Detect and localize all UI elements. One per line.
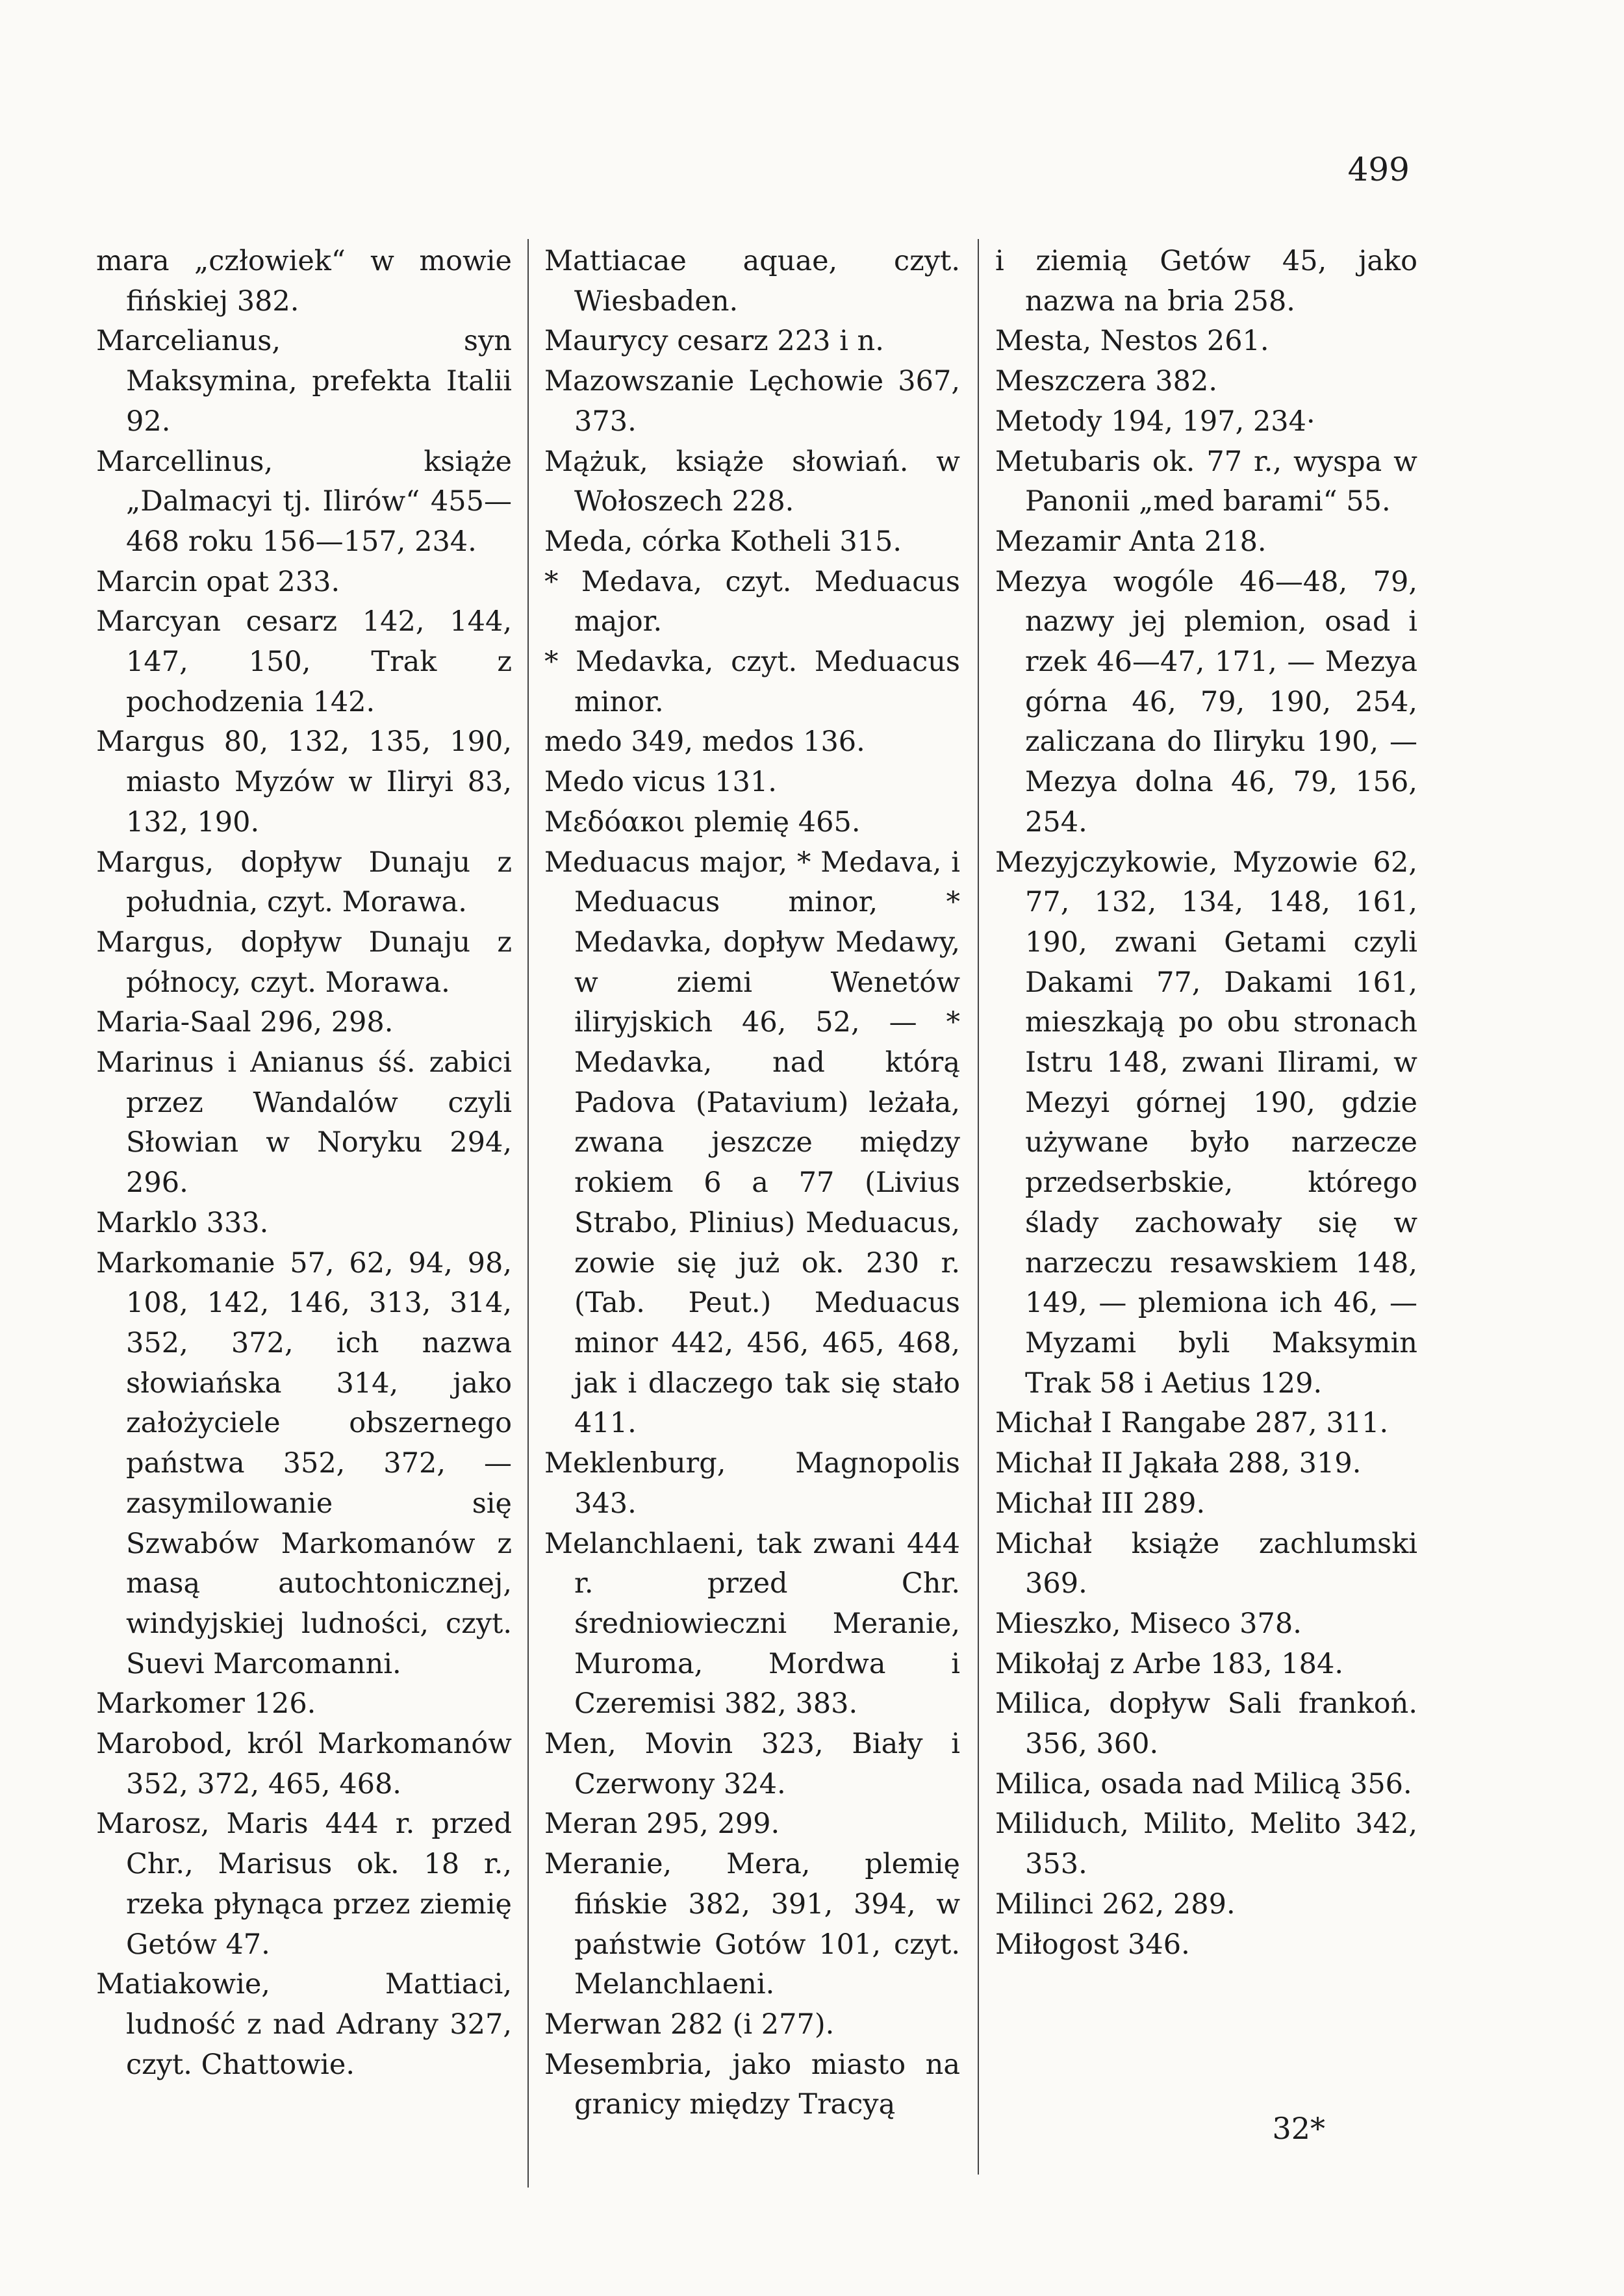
column-divider: [978, 239, 979, 2175]
index-entry: Metody 194, 197, 234·: [995, 405, 1315, 438]
index-entry: Mezamir Anta 218.: [995, 525, 1267, 558]
index-entry: Marcellinus, książe „Dalmacyi tj. Ilirów“ 455—468 roku 156—157, 234.: [96, 445, 512, 558]
index-entry: Miłogost 346.: [995, 1928, 1190, 1961]
index-entry: Mezyjczykowie, Myzowie 62, 77, 132, 134, 148, 161, 190, zwani Getami czyli Dakami 77, Dakami 161, mieszkają po obu stronach Istru 148, zwani Ilirami, w Mezyi górnej 190, gdzie używane było narzecze przedserbskie, którego ślady zachowały się w narzeczu resawskiem 148, 149, — plemiona ich 46, — Myzami byli Maksymin Trak 58 i Aetius 129.: [995, 846, 1417, 1400]
index-entry: Margus, dopływ Dunaju z północy, czyt. Morawa.: [96, 926, 512, 999]
index-entry: Maria-Saal 296, 298.: [96, 1006, 394, 1039]
index-entry: Mesta, Nestos 261.: [995, 325, 1269, 358]
index-entry: Medo vicus 131.: [544, 766, 777, 799]
index-entry: Matiakowie, Mattiaci, ludność z nad Adrany 327, czyt. Chattowie.: [96, 1968, 512, 2081]
index-entry: Markomer 126.: [96, 1687, 316, 1721]
printer-signature: 32*: [1272, 2111, 1325, 2146]
index-entry: Meszczera 382.: [995, 365, 1217, 398]
index-entry: Mążuk, książe słowiań. w Wołoszech 228.: [544, 445, 960, 518]
index-entry: medo 349, medos 136.: [544, 725, 865, 759]
index-entry: Meran 295, 299.: [544, 1808, 780, 1841]
index-entry: Michał II Jąkała 288, 319.: [995, 1447, 1362, 1480]
index-entry: Milica, osada nad Milicą 356.: [995, 1767, 1412, 1800]
index-entry: Marosz, Maris 444 r. przed Chr., Marisus ok. 18 r., rzeka płynąca przez ziemię Getów 47.: [96, 1808, 512, 1961]
index-entry: Melanchlaeni, tak zwani 444 r. przed Chr. średniowieczni Meranie, Muroma, Mordwa i Czeremisi 382, 383.: [544, 1527, 960, 1721]
index-entry: Marklo 333.: [96, 1206, 269, 1239]
index-entry: Michał I Rangabe 287, 311.: [995, 1407, 1389, 1440]
index-entry: Milica, dopływ Sali frankoń. 356, 360.: [995, 1687, 1417, 1761]
index-entry: * Medava, czyt. Meduacus major.: [544, 565, 960, 638]
index-entry: Maurycy cesarz 223 i n.: [544, 325, 884, 358]
index-entry: Meranie, Mera, plemię fińskie 382, 391, 394, w państwie Gotów 101, czyt. Melanchlaeni.: [544, 1848, 960, 2001]
index-entry: Meda, córka Kotheli 315.: [544, 525, 902, 558]
index-entry: Meklenburg, Magnopolis 343.: [544, 1447, 960, 1520]
index-column-2: [544, 242, 960, 2125]
index-entry: Meduacus major, * Medava, i Meduacus minor, * Medavka, dopływ Medawy, w ziemi Wenetów iliryjskich 46, 52, — * Medavka, nad którą Padova (Patavium) leżała, zwana jeszcze między rokiem 6 a 77 (Livius Strabo, Plinius) Meduacus, zowie się już ok. 230 r. (Tab. Peut.) Meduacus minor 442, 456, 465, 468, jak i dlaczego tak się stało 411.: [544, 846, 960, 1440]
index-entry: Milinci 262, 289.: [995, 1887, 1236, 1921]
index-entry: Mieszko, Miseco 378.: [995, 1607, 1302, 1640]
page-number: 499: [1347, 151, 1410, 188]
index-entry: Marcyan cesarz 142, 144, 147, 150, Trak z pochodzenia 142.: [96, 605, 512, 718]
index-entry: Marcelianus, syn Maksymina, prefekta Italii 92.: [96, 325, 512, 438]
index-column-3: [995, 242, 1417, 1965]
index-entry: mara „człowiek“ w mowie fińskiej 382.: [96, 245, 512, 318]
index-entry: Mazowszanie Lęchowie 367, 373.: [544, 365, 960, 438]
index-entry: Michał książe zachlumski 369.: [995, 1527, 1417, 1600]
index-entry: Mattiacae aquae, czyt. Wiesbaden.: [544, 245, 960, 318]
index-entry: Michał III 289.: [995, 1487, 1206, 1520]
index-entry: Margus 80, 132, 135, 190, miasto Myzów w Iliryi 83, 132, 190.: [96, 725, 512, 839]
index-entry: Miliduch, Milito, Melito 342, 353.: [995, 1808, 1417, 1881]
index-entry: Margus, dopływ Dunaju z południa, czyt. Morawa.: [96, 846, 512, 919]
index-entry: Mikołaj z Arbe 183, 184.: [995, 1647, 1344, 1680]
index-entry: Metubaris ok. 77 r., wyspa w Panonii „med barami“ 55.: [995, 445, 1417, 518]
index-entry: i ziemią Getów 45, jako nazwa na bria 258.: [995, 245, 1417, 318]
index-entry: * Medavka, czyt. Meduacus minor.: [544, 646, 960, 718]
index-entry: Mezya wogóle 46—48, 79, nazwy jej plemion, osad i rzek 46—47, 171, — Mezya górna 46, 79, 190, 254, zaliczana do Iliryku 190, — Mezya dolna 46, 79, 156, 254.: [995, 565, 1417, 839]
index-entry: Marinus i Anianus śś. zabici przez Wandalów czyli Słowian w Noryku 294, 296.: [96, 1046, 512, 1200]
index-entry: Marobod, król Markomanów 352, 372, 465, 468.: [96, 1728, 512, 1800]
index-column-1: [96, 242, 512, 2085]
column-divider: [527, 239, 529, 2188]
index-entry: Markomanie 57, 62, 94, 98, 108, 142, 146, 313, 314, 352, 372, ich nazwa słowiańska 314, jako założyciele obszernego państwa 352, 372, — zasymilowanie się Szwabów Markomanów z masą autochtonicznej, windyjskiej ludności, czyt. Suevi Marcomanni.: [96, 1246, 512, 1680]
index-entry: Mesembria, jako miasto na granicy między Tracyą: [544, 2048, 960, 2121]
index-entry: Marcin opat 233.: [96, 565, 340, 598]
index-entry: Men, Movin 323, Biały i Czerwony 324.: [544, 1728, 960, 1800]
index-entry: Merwan 282 (i 277).: [544, 2008, 835, 2041]
index-entry: Μεδόακοι plemię 465.: [544, 805, 861, 839]
